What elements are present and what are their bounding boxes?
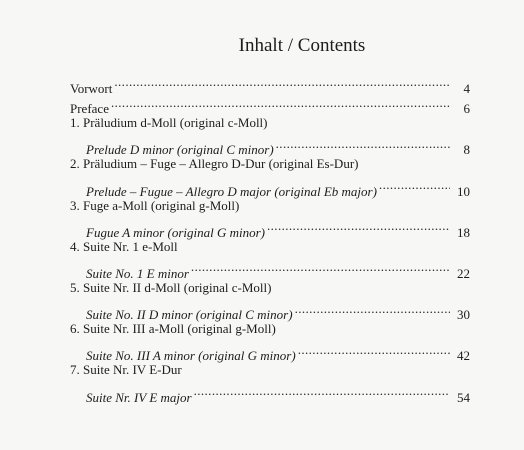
toc-subentry	[70, 257, 470, 281]
dot-leader	[191, 257, 450, 278]
toc-entry-label: Suite No. 1 E minor	[86, 265, 189, 281]
toc-page-number: 30	[457, 307, 470, 323]
dot-leader	[114, 72, 450, 93]
toc-page-number: 18	[457, 224, 470, 240]
toc-entry-label: Fugue A minor (original G minor)	[86, 224, 265, 240]
toc-entry-label: Suite No. II D minor (original C minor)	[86, 307, 293, 323]
toc-entry	[70, 237, 470, 258]
toc-entry	[70, 72, 470, 96]
toc-entry	[70, 154, 470, 175]
toc-entry-label: Vorwort	[70, 80, 113, 96]
toc-subentry	[70, 134, 470, 158]
table-of-contents	[70, 72, 470, 405]
toc-entry-label: 2. Präludium – Fuge – Allegro D-Dur (original Es-Dur)	[70, 156, 359, 172]
toc-page-number: 54	[457, 389, 470, 405]
dot-leader	[298, 340, 450, 361]
toc-page-number: 4	[463, 80, 470, 96]
toc-entry	[70, 93, 470, 117]
toc-entry	[70, 113, 470, 134]
dot-leader	[194, 381, 450, 402]
page-title: Inhalt / Contents	[238, 35, 366, 56]
toc-entry-label: 5. Suite Nr. II d-Moll (original c-Moll)	[70, 279, 272, 295]
toc-entry-label: 1. Präludium d-Moll (original c-Moll)	[70, 115, 268, 131]
toc-entry-label: 3. Fuge a-Moll (original g-Moll)	[70, 197, 240, 213]
toc-subentry	[70, 340, 470, 364]
toc-entry-label: 7. Suite Nr. IV E-Dur	[70, 362, 182, 378]
toc-entry	[70, 278, 470, 299]
toc-page-number: 10	[457, 183, 470, 199]
toc-entry-label: 6. Suite Nr. III a-Moll (original g-Moll)	[70, 321, 276, 337]
dot-leader	[276, 134, 450, 155]
toc-subentry	[70, 175, 470, 199]
toc-page-number: 42	[457, 348, 470, 364]
toc-subentry	[70, 381, 470, 405]
toc-page-number: 22	[457, 265, 470, 281]
dot-leader	[379, 175, 450, 196]
toc-page-number: 6	[463, 101, 470, 117]
dot-leader	[111, 93, 450, 114]
toc-entry-label: Preface	[70, 101, 109, 117]
toc-subentry	[70, 216, 470, 240]
toc-entry-label: Prelude – Fugue – Allegro D major (original Eb major)	[86, 183, 377, 199]
toc-entry	[70, 319, 470, 340]
dot-leader	[295, 299, 450, 320]
toc-entry-label: 4. Suite Nr. 1 e-Moll	[70, 238, 178, 254]
toc-entry-label: Suite No. III A minor (original G minor)	[86, 348, 296, 364]
dot-leader	[267, 216, 450, 237]
toc-entry-label: Prelude D minor (original C minor)	[86, 142, 274, 158]
toc-entry-label: Suite Nr. IV E major	[86, 389, 192, 405]
toc-page-number: 8	[463, 142, 470, 158]
toc-subentry	[70, 299, 470, 323]
